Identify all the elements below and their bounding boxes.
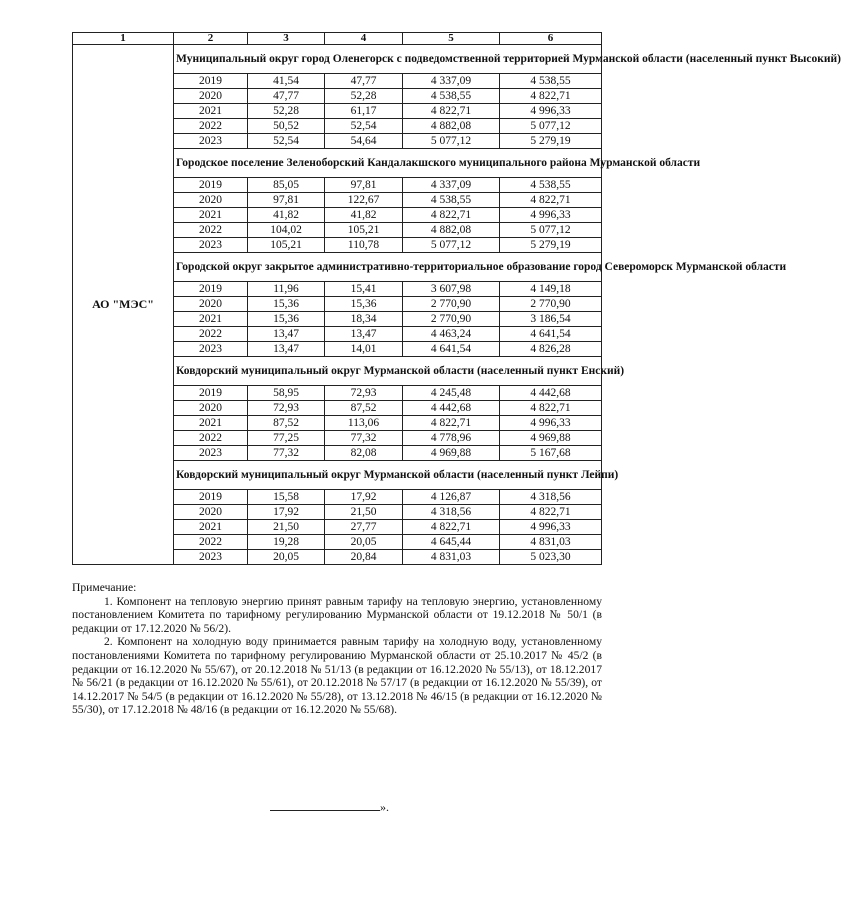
value-cell: 105,21	[248, 238, 325, 253]
value-cell: 15,36	[248, 312, 325, 327]
year-cell: 2020	[174, 401, 248, 416]
year-cell: 2020	[174, 89, 248, 104]
value-cell: 77,32	[248, 446, 325, 461]
year-cell: 2019	[174, 74, 248, 89]
value-cell: 82,08	[325, 446, 403, 461]
value-cell: 4 337,09	[403, 74, 500, 89]
value-cell: 4 641,54	[403, 342, 500, 357]
value-cell: 17,92	[325, 490, 403, 505]
value-cell: 4 778,96	[403, 431, 500, 446]
value-cell: 50,52	[248, 119, 325, 134]
value-cell: 19,28	[248, 535, 325, 550]
value-cell: 4 822,71	[403, 520, 500, 535]
value-cell: 41,54	[248, 74, 325, 89]
year-cell: 2023	[174, 446, 248, 461]
value-cell: 5 077,12	[500, 119, 602, 134]
value-cell: 4 641,54	[500, 327, 602, 342]
value-cell: 4 822,71	[403, 104, 500, 119]
value-cell: 4 822,71	[500, 193, 602, 208]
year-cell: 2021	[174, 520, 248, 535]
value-cell: 13,47	[325, 327, 403, 342]
year-cell: 2019	[174, 490, 248, 505]
value-cell: 4 822,71	[500, 505, 602, 520]
value-cell: 4 245,48	[403, 386, 500, 401]
value-cell: 4 442,68	[403, 401, 500, 416]
year-cell: 2022	[174, 223, 248, 238]
tariff-table	[72, 32, 841, 565]
value-cell: 20,05	[248, 550, 325, 565]
value-cell: 61,17	[325, 104, 403, 119]
value-cell: 41,82	[248, 208, 325, 223]
value-cell: 4 822,71	[403, 416, 500, 431]
value-cell: 27,77	[325, 520, 403, 535]
column-header: 1	[73, 33, 174, 45]
value-cell: 54,64	[325, 134, 403, 149]
year-cell: 2019	[174, 386, 248, 401]
value-cell: 113,06	[325, 416, 403, 431]
closing-quote: ».	[380, 800, 389, 814]
section-row	[73, 45, 602, 74]
value-cell: 3 186,54	[500, 312, 602, 327]
year-cell: 2021	[174, 208, 248, 223]
year-cell: 2023	[174, 550, 248, 565]
table-header-row	[73, 33, 602, 45]
year-cell: 2022	[174, 119, 248, 134]
value-cell: 2 770,90	[403, 297, 500, 312]
value-cell: 47,77	[248, 89, 325, 104]
value-cell: 52,28	[325, 89, 403, 104]
value-cell: 52,54	[248, 134, 325, 149]
value-cell: 21,50	[248, 520, 325, 535]
value-cell: 72,93	[248, 401, 325, 416]
value-cell: 4 538,55	[500, 178, 602, 193]
value-cell: 2 770,90	[500, 297, 602, 312]
table-body	[73, 45, 841, 565]
value-cell: 13,47	[248, 342, 325, 357]
value-cell: 4 149,18	[500, 282, 602, 297]
value-cell: 15,36	[325, 297, 403, 312]
year-cell: 2020	[174, 297, 248, 312]
section-title: Ковдорский муниципальный округ Мурманской области (населенный пункт Енский)	[174, 357, 602, 386]
value-cell: 4 538,55	[403, 193, 500, 208]
year-cell: 2021	[174, 416, 248, 431]
value-cell: 5 023,30	[500, 550, 602, 565]
value-cell: 77,25	[248, 431, 325, 446]
year-cell: 2021	[174, 104, 248, 119]
value-cell: 4 882,08	[403, 223, 500, 238]
value-cell: 3 607,98	[403, 282, 500, 297]
value-cell: 4 996,33	[500, 208, 602, 223]
value-cell: 2 770,90	[403, 312, 500, 327]
value-cell: 4 822,71	[403, 208, 500, 223]
column-header: 4	[325, 33, 403, 45]
value-cell: 4 822,71	[500, 401, 602, 416]
value-cell: 15,41	[325, 282, 403, 297]
value-cell: 4 822,71	[500, 89, 602, 104]
signature-line	[270, 800, 389, 815]
value-cell: 72,93	[325, 386, 403, 401]
value-cell: 4 969,88	[500, 431, 602, 446]
year-cell: 2021	[174, 312, 248, 327]
section-title: Муниципальный округ город Оленегорск с подведомственной территорией Мурманской области (населенный пункт Высокий)	[174, 45, 602, 74]
value-cell: 4 318,56	[403, 505, 500, 520]
value-cell: 97,81	[248, 193, 325, 208]
value-cell: 4 996,33	[500, 104, 602, 119]
value-cell: 4 831,03	[403, 550, 500, 565]
notes-block	[72, 581, 602, 717]
value-cell: 122,67	[325, 193, 403, 208]
value-cell: 14,01	[325, 342, 403, 357]
value-cell: 5 077,12	[403, 134, 500, 149]
value-cell: 4 538,55	[403, 89, 500, 104]
year-cell: 2019	[174, 282, 248, 297]
value-cell: 4 996,33	[500, 416, 602, 431]
value-cell: 85,05	[248, 178, 325, 193]
value-cell: 13,47	[248, 327, 325, 342]
value-cell: 4 996,33	[500, 520, 602, 535]
year-cell: 2020	[174, 505, 248, 520]
value-cell: 41,82	[325, 208, 403, 223]
value-cell: 105,21	[325, 223, 403, 238]
value-cell: 5 279,19	[500, 134, 602, 149]
value-cell: 11,96	[248, 282, 325, 297]
value-cell: 52,54	[325, 119, 403, 134]
year-cell: 2019	[174, 178, 248, 193]
value-cell: 4 831,03	[500, 535, 602, 550]
year-cell: 2022	[174, 535, 248, 550]
value-cell: 4 538,55	[500, 74, 602, 89]
value-cell: 47,77	[325, 74, 403, 89]
column-header: 5	[403, 33, 500, 45]
organization-cell: АО "МЭС"	[73, 45, 174, 565]
value-cell: 20,05	[325, 535, 403, 550]
year-cell: 2023	[174, 238, 248, 253]
note-item: 1. Компонент на тепловую энергию принят равным тарифу на тепловую энергию, установленному постановлением Комитета по тарифному регулированию Мурманской области от 19.12.2018 № 50/1 (в редакции от 17.12.2020 № 56/2).	[72, 594, 602, 635]
value-cell: 4 337,09	[403, 178, 500, 193]
value-cell: 15,58	[248, 490, 325, 505]
section-title: Ковдорский муниципальный округ Мурманской области (населенный пункт Лейпи)	[174, 461, 602, 490]
value-cell: 4 969,88	[403, 446, 500, 461]
value-cell: 4 126,87	[403, 490, 500, 505]
year-cell: 2020	[174, 193, 248, 208]
value-cell: 5 077,12	[500, 223, 602, 238]
value-cell: 5 077,12	[403, 238, 500, 253]
blank-line	[270, 800, 380, 811]
column-header: 6	[500, 33, 602, 45]
value-cell: 4 463,24	[403, 327, 500, 342]
value-cell: 18,34	[325, 312, 403, 327]
column-header: 3	[248, 33, 325, 45]
value-cell: 4 882,08	[403, 119, 500, 134]
value-cell: 17,92	[248, 505, 325, 520]
value-cell: 5 279,19	[500, 238, 602, 253]
value-cell: 4 826,28	[500, 342, 602, 357]
section-title: Городской округ закрытое административно-территориальное образование город Североморск Мурманской области	[174, 253, 602, 282]
note-item: 2. Компонент на холодную воду принимается равным тарифу на холодную воду, установленному постановлениями Комитета по тарифному регулированию Мурманской области от 25.10.2017 № 45/2 (в редакции от 16.12.2020 № 55/67), от 20.12.2018 № 51/13 (в редакции от 16.12.2020 № 55/13), от 18.12.2017 № 56/21 (в редакции от 16.12.2020 № 55/61), от 20.12.2018 № 57/17 (в редакции от 16.12.2020 № 55/39), от 14.12.2017 № 54/5 (в редакции от 16.12.2020 № 55/28), от 13.12.2018 № 46/15 (в редакции от 16.12.2020 № 55/30), от 17.12.2018 № 48/16 (в редакции от 16.12.2020 № 55/68).	[72, 635, 602, 717]
value-cell: 15,36	[248, 297, 325, 312]
value-cell: 104,02	[248, 223, 325, 238]
year-cell: 2023	[174, 342, 248, 357]
value-cell: 58,95	[248, 386, 325, 401]
year-cell: 2022	[174, 431, 248, 446]
value-cell: 77,32	[325, 431, 403, 446]
value-cell: 4 442,68	[500, 386, 602, 401]
value-cell: 4 645,44	[403, 535, 500, 550]
value-cell: 52,28	[248, 104, 325, 119]
notes-title: Примечание:	[72, 581, 137, 594]
year-cell: 2023	[174, 134, 248, 149]
value-cell: 110,78	[325, 238, 403, 253]
value-cell: 5 167,68	[500, 446, 602, 461]
value-cell: 4 318,56	[500, 490, 602, 505]
value-cell: 21,50	[325, 505, 403, 520]
column-header: 2	[174, 33, 248, 45]
value-cell: 87,52	[325, 401, 403, 416]
value-cell: 97,81	[325, 178, 403, 193]
value-cell: 20,84	[325, 550, 403, 565]
value-cell: 87,52	[248, 416, 325, 431]
year-cell: 2022	[174, 327, 248, 342]
section-title: Городское поселение Зеленоборский Кандалакшского муниципального района Мурманской области	[174, 149, 602, 178]
